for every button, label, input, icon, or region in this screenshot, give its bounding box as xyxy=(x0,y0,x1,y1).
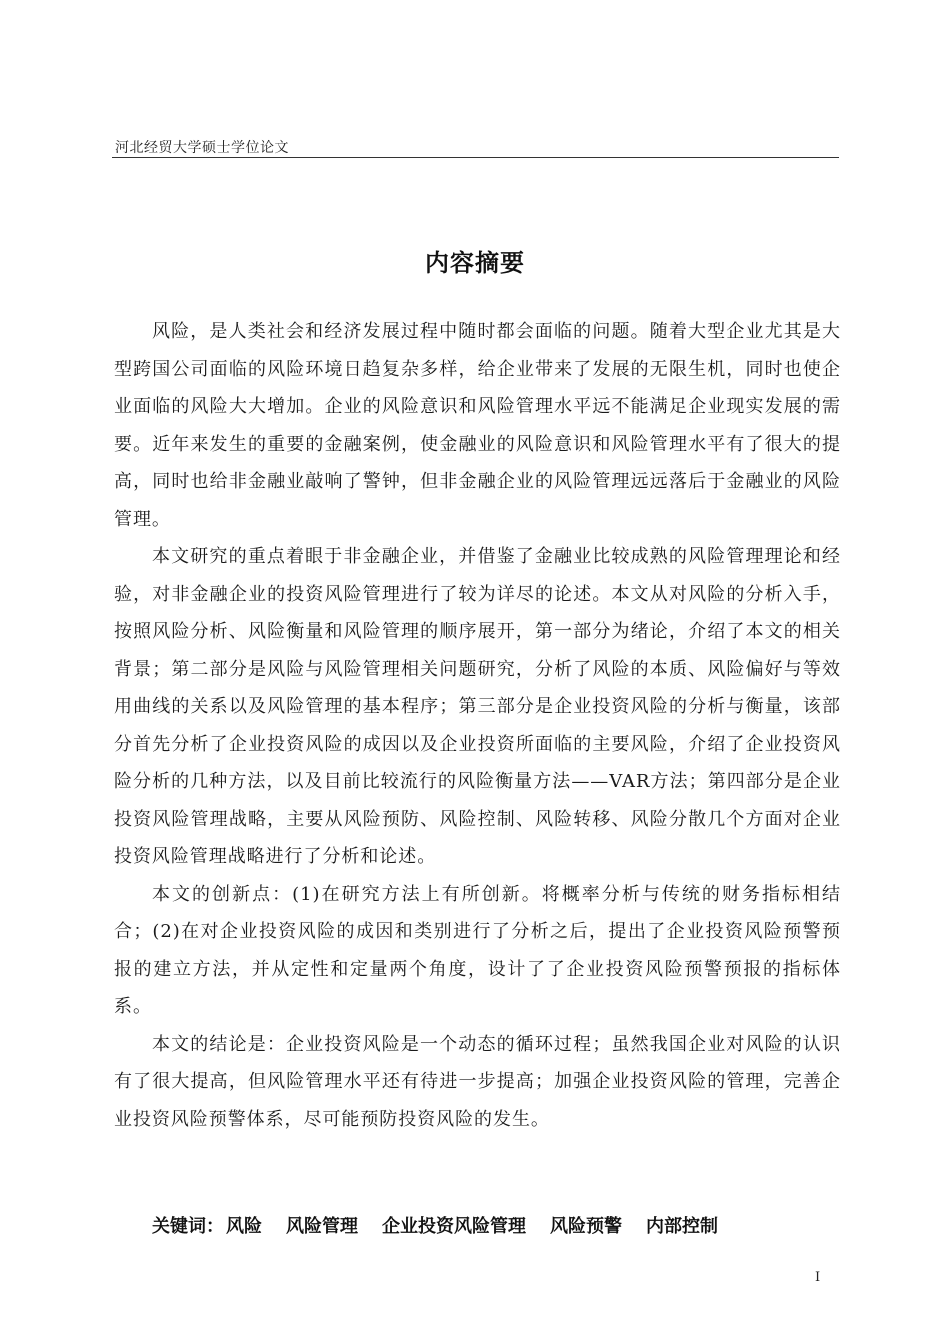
paragraph-2: 本文研究的重点着眼于非金融企业，并借鉴了金融业比较成熟的风险管理理论和经验，对非金融企业的投资风险管理进行了较为详尽的论述。本文从对风险的分析入手，按照风险分析、风险衡量和风险管理的顺序展开，第一部分为绪论，介绍了本文的相关背景；第二部分是风险与风险管理相关问题研究，分析了风险的本质、风险偏好与等效用曲线的关系以及风险管理的基本程序；第三部分是企业投资风险的分析与衡量，该部分首先分析了企业投资风险的成因以及企业投资所面临的主要风险，介绍了企业投资风险分析的几种方法，以及目前比较流行的风险衡量方法——VAR方法；第四部分是企业投资风险管理战略，主要从风险预防、风险控制、风险转移、风险分散几个方面对企业投资风险管理战略进行了分析和论述。 xyxy=(114,546,841,867)
paragraph-3: 本文的创新点：(1)在研究方法上有所创新。将概率分析与传统的财务指标相结合；(2)在对企业投资风险的成因和类别进行了分析之后，提出了企业投资风险预警预报的建立方法，并从定性和定量两个角度，设计了了企业投资风险预警预报的指标体系。 xyxy=(114,883,841,1017)
abstract-body xyxy=(114,313,841,1138)
keyword-item: 风险管理 xyxy=(286,1216,358,1237)
page-title: 内容摘要 xyxy=(425,249,525,277)
header-rule xyxy=(112,157,839,158)
keywords-label: 关键词： xyxy=(152,1216,224,1237)
paragraph-4: 本文的结论是：企业投资风险是一个动态的循环过程；虽然我国企业对风险的认识有了很大提高，但风险管理水平还有待进一步提高；加强企业投资风险的管理，完善企业投资风险预警体系，尽可能预防投资风险的发生。 xyxy=(114,1033,841,1130)
keyword-item: 风险 xyxy=(226,1216,262,1237)
keywords-line xyxy=(152,1212,742,1238)
keyword-item: 风险预警 xyxy=(550,1216,622,1237)
paragraph-1: 风险，是人类社会和经济发展过程中随时都会面临的问题。随着大型企业尤其是大型跨国公司面临的风险环境日趋复杂多样，给企业带来了发展的无限生机，同时也使企业面临的风险大大增加。企业的风险意识和风险管理水平远不能满足企业现实发展的需要。近年来发生的重要的金融案例，使金融业的风险意识和风险管理水平有了很大的提高，同时也给非金融业敲响了警钟，但非金融企业的风险管理远远落后于金融业的风险管理。 xyxy=(114,321,841,530)
keyword-item: 内部控制 xyxy=(646,1216,718,1237)
running-header: 河北经贸大学硕士学位论文 xyxy=(115,140,289,156)
page-number: I xyxy=(815,1270,821,1285)
keyword-item: 企业投资风险管理 xyxy=(382,1216,526,1237)
